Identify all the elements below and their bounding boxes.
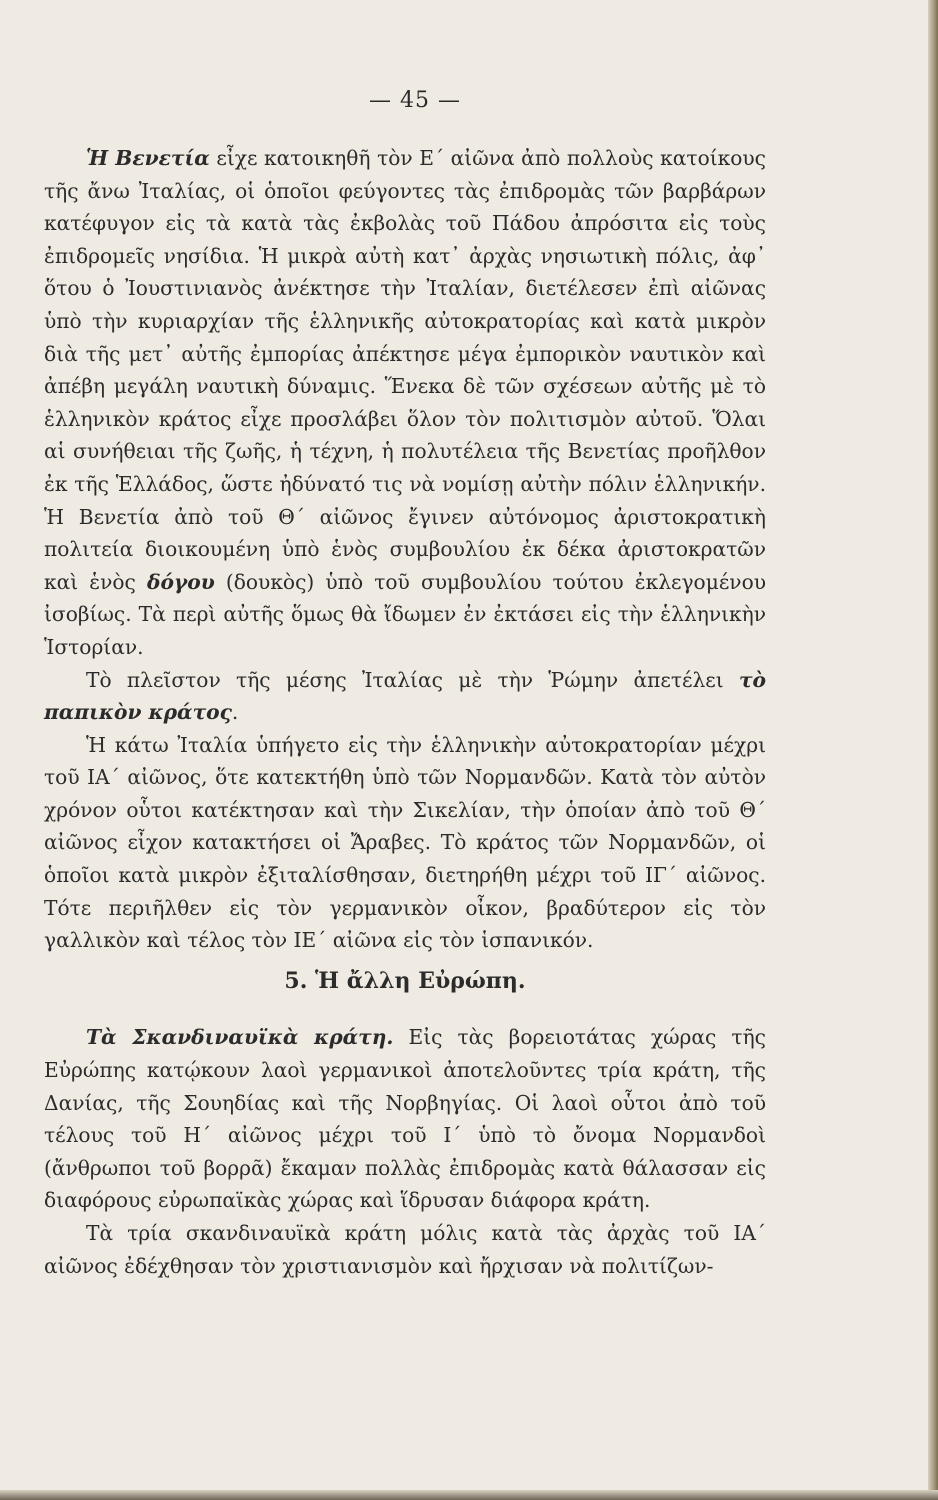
papal-state-term: τὸ παπικὸν κράτος [44, 667, 766, 725]
doge-term: δόγου [147, 569, 215, 594]
paragraph-venice [44, 142, 766, 664]
venice-text-2: (δουκὸς) ὑπὸ τοῦ συμβουλίου τούτου ἐκλεγομένου ἰσοβίως. Τὰ περὶ αὐτῆς ὅμως θὰ ἴδωμεν ἐν ἐκτάσει εἰς τὴν ἑλληνικὴν Ἱστορίαν. [44, 569, 766, 659]
paragraph-christianity: Τὰ τρία σκανδιναυϊκὰ κράτη μόλις κατὰ τὰς ἀρχὰς τοῦ ΙΑ΄ αἰῶνος ἐδέχθησαν τὸν χριστιανισμὸν καὶ ἤρχισαν νὰ πολιτίζων- [44, 1221, 766, 1278]
papal-end: . [231, 700, 239, 725]
page-number: — 45 — [369, 88, 461, 113]
paragraph-scandinavia [44, 1021, 766, 1217]
paragraph-papal-state [44, 664, 766, 729]
scandinavia-lead: Τὰ Σκανδιναυϊκὰ κράτη. [86, 1025, 394, 1050]
page-edge-bottom [0, 1490, 938, 1500]
paragraph-south-italy: Ἡ κάτω Ἰταλία ὑπήγετο εἰς τὴν ἑλληνικὴν αὐτοκρατορίαν μέχρι τοῦ ΙΑ΄ αἰῶνος, ὅτε κατεκτήθη ὑπὸ τῶν Νορμανδῶν. Κατὰ τὸν αὐτὸν χρόνον οὗτοι κατέκτησαν καὶ τὴν Σικελίαν, τὴν ὁποίαν ἀπὸ τοῦ Θ΄ αἰῶνος εἶχον κατακτήσει οἱ Ἄραβες. Τὸ κράτος τῶν Νορμανδῶν, οἱ ὁποῖοι κατὰ μικρὸν ἐξιταλίσθησαν, διετηρήθη μέχρι τοῦ ΙΓ΄ αἰῶνος. Τότε περιῆλθεν εἰς τὸν γερμανικὸν οἶκον, βραδύτερον εἰς τὸν γαλλικὸν καὶ τέλος τὸν ΙΕ΄ αἰῶνα εἰς τὸν ἱσπανικόν. [44, 732, 766, 953]
scandinavia-text: Εἰς τὰς βορειοτάτας χώρας τῆς Εὐρώπης κατῴκουν λαοὶ γερμανικοὶ ἀποτελοῦντες τρία κράτη, τῆς Δανίας, τῆς Σουηδίας καὶ τῆς Νορβηγίας. Οἱ λαοὶ οὗτοι ἀπὸ τοῦ τέλους τοῦ Η΄ αἰῶνος μέχρι τοῦ Ι΄ ὑπὸ τὸ ὄνομα Νορμανδοὶ (ἄνθρωποι τοῦ βορρᾶ) ἔκαμαν πολλὰς ἐπιδρομὰς κατὰ θάλασσαν εἰς διαφόρους εὐρωπαϊκὰς χώρας καὶ ἵδρυσαν διάφορα κράτη. [44, 1025, 766, 1213]
page-edge-right [928, 0, 938, 1500]
venice-text-1: εἶχε κατοικηθῆ τὸν Ε΄ αἰῶνα ἀπὸ πολλοὺς κατοίκους τῆς ἄνω Ἰταλίας, οἱ ὁποῖοι φεύγοντες τὰς ἐπιδρομὰς τῶν βαρβάρων κατέφυγον εἰς τὰ κατὰ τὰς ἐκβολὰς τοῦ Πάδου ἀπρόσιτα εἰς τοὺς ἐπιδρομεῖς νησίδια. Ἡ μικρὰ αὐτὴ κατ᾽ ἀρχὰς νησιωτικὴ πόλις, ἀφ᾽ ὅτου ὁ Ἰουστινιανὸς ἀνέκτησε τὴν Ἰταλίαν, διετέλεσεν ἐπὶ αἰῶνας ὑπὸ τὴν κυριαρχίαν τῆς ἑλληνικῆς αὐτοκρατορίας καὶ κατὰ μικρὸν διὰ τῆς μετ᾽ αὐτῆς ἐμπορίας ἀπέκτησε μέγα ἐμπορικὸν ναυτικὸν καὶ ἀπέβη μεγάλη ναυτικὴ δύναμις. Ἕνεκα δὲ τῶν σχέσεων αὐτῆς μὲ τὸ ἑλληνικὸν κράτος εἶχε προσλάβει ὅλον τὸν πολιτισμὸν αὐτοῦ. Ὅλαι αἱ συνήθειαι τῆς ζωῆς, ἡ τέχνη, ἡ πολυτέλεια τῆς Βενετίας προῆλθον ἐκ τῆς Ἑλλάδος, ὥστε ἠδύνατό τις νὰ νομίσῃ αὐτὴν πόλιν ἑλληνικήν. Ἡ Βενετία ἀπὸ τοῦ Θ΄ αἰῶνος ἔγινεν αὐτόνομος ἀριστοκρατικὴ πολιτεία διοικουμένη ὑπὸ ἑνὸς συμβουλίου ἐκ δέκα ἀριστοκρατῶν καὶ ἑνὸς [44, 146, 766, 594]
section-heading: 5. Ἡ ἄλλη Εὐρώπη. [284, 967, 526, 994]
papal-text: Τὸ πλεῖστον τῆς μέσης Ἰταλίας μὲ τὴν Ῥώμην ἀπετέλει [86, 667, 739, 692]
venice-lead: Ἡ Βενετία [86, 146, 210, 170]
body-text [44, 142, 766, 1282]
